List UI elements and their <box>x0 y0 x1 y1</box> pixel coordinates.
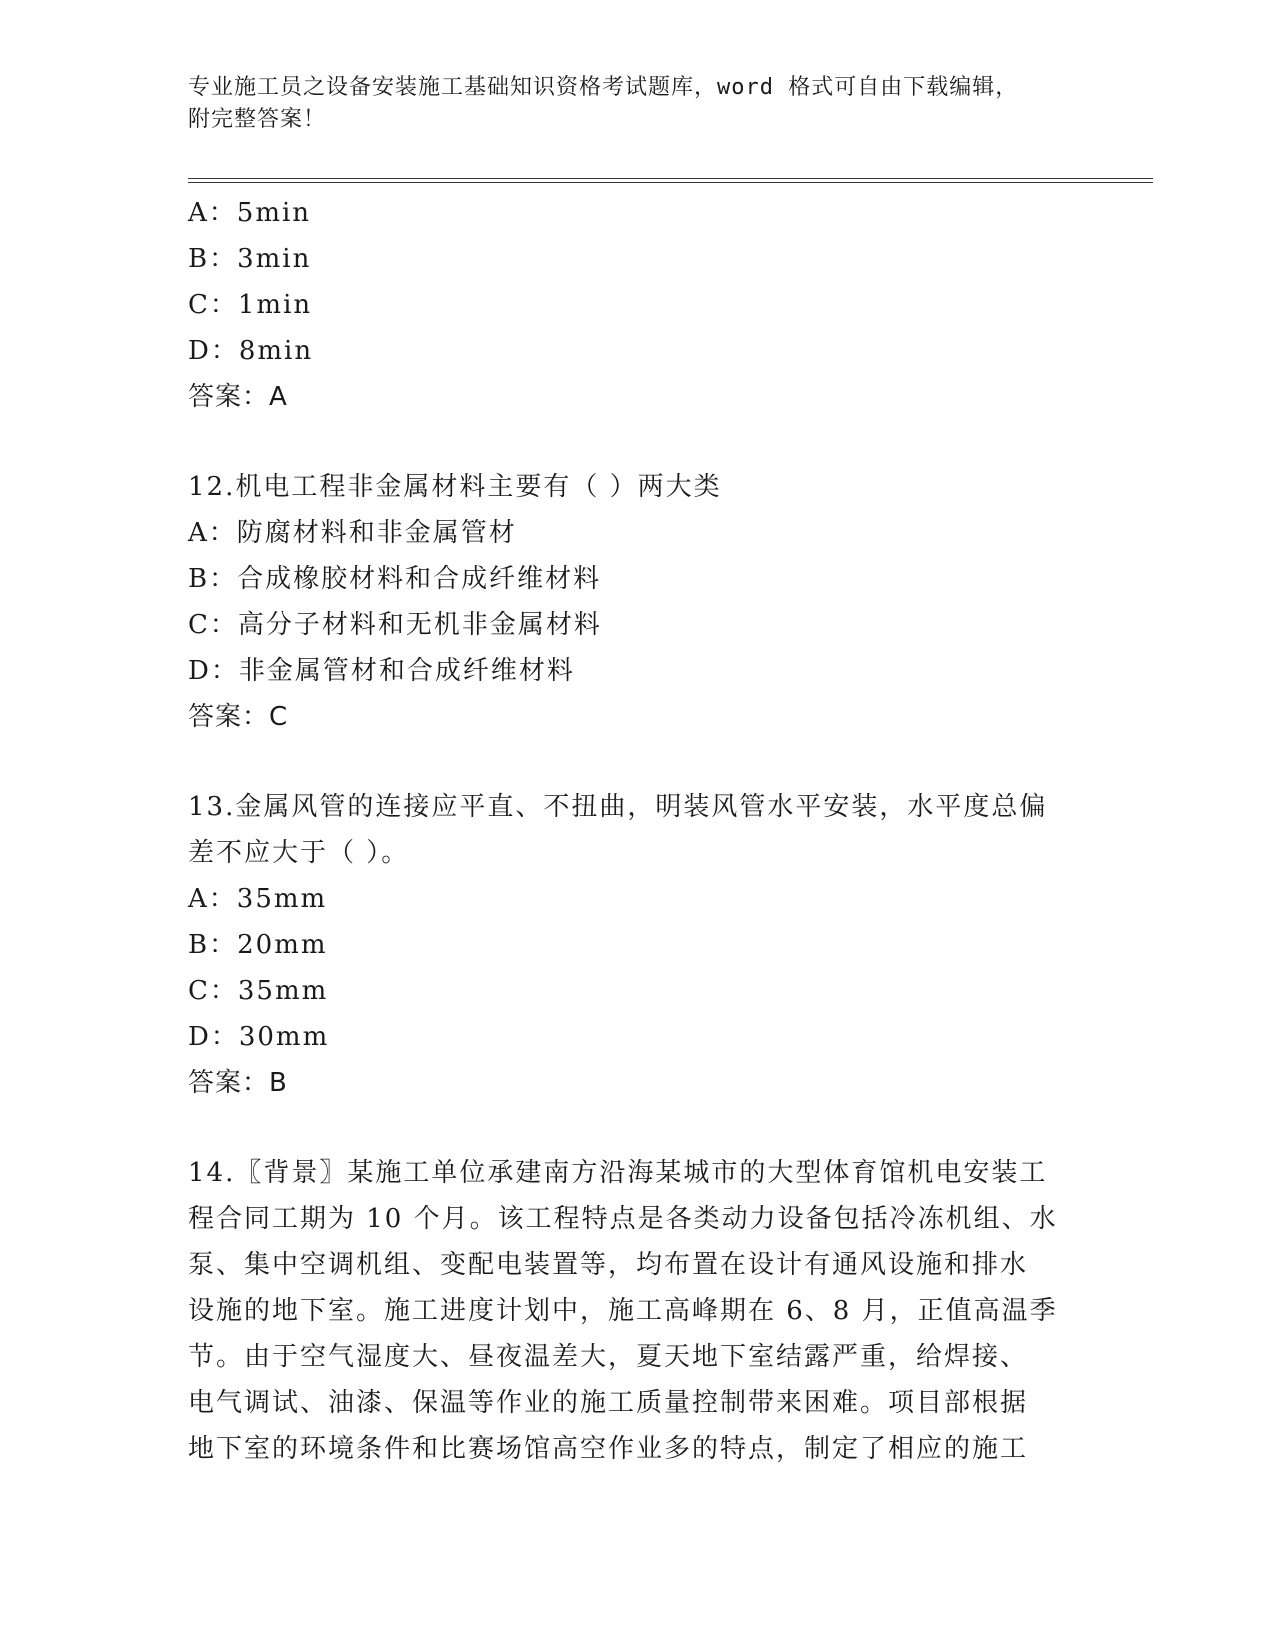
answer-line: 答案：A <box>188 382 288 412</box>
question-text-line-4: 设施的地下室。施工进度计划中，施工高峰期在 6、8 月，正值高温季 <box>188 1296 1058 1326</box>
question-stem-line-1: 13.金属风管的连接应平直、不扭曲，明装风管水平安装，水平度总偏 <box>188 792 1048 822</box>
question-11 <box>188 190 1088 420</box>
option-d: D：8min <box>188 336 314 366</box>
answer-line: 答案：C <box>188 702 289 732</box>
question-text-line-7: 地下室的环境条件和比赛场馆高空作业多的特点，制定了相应的施工 <box>188 1434 1029 1464</box>
question-text-line-5: 节。由于空气湿度大、昼夜温差大，夏天地下室结露严重，给焊接、 <box>188 1342 1029 1372</box>
question-13 <box>188 784 1088 1106</box>
question-text-line-2: 程合同工期为 10 个月。该工程特点是各类动力设备包括冷冻机组、水 <box>188 1204 1058 1234</box>
answer-line: 答案：B <box>188 1068 288 1098</box>
document-header <box>188 72 1068 136</box>
header-title-line-2: 附完整答案！ <box>188 107 327 132</box>
option-d: D：非金属管材和合成纤维材料 <box>188 656 575 686</box>
question-12 <box>188 464 1088 740</box>
option-a: A：防腐材料和非金属管材 <box>188 518 517 548</box>
option-c: C：1min <box>188 290 313 320</box>
header-divider-bottom <box>188 182 1153 183</box>
document-body <box>188 190 1088 1472</box>
option-d: D：30mm <box>188 1022 330 1052</box>
option-c: C：35mm <box>188 976 329 1006</box>
question-stem: 12.机电工程非金属材料主要有（ ）两大类 <box>188 472 722 502</box>
option-c: C：高分子材料和无机非金属材料 <box>188 610 602 640</box>
option-b: B：合成橡胶材料和合成纤维材料 <box>188 564 602 594</box>
header-divider-top <box>188 178 1153 179</box>
question-14 <box>188 1150 1088 1472</box>
option-b: B：3min <box>188 244 312 274</box>
header-title-line-1: 专业施工员之设备安装施工基础知识资格考试题库，word 格式可自由下载编辑， <box>188 75 1019 100</box>
question-text-line-3: 泵、集中空调机组、变配电装置等，均布置在设计有通风设施和排水 <box>188 1250 1029 1280</box>
question-text-line-1: 14.〖背景〗某施工单位承建南方沿海某城市的大型体育馆机电安装工 <box>188 1158 1048 1188</box>
option-b: B：20mm <box>188 930 328 960</box>
option-a: A：35mm <box>188 884 328 914</box>
option-a: A：5min <box>188 198 312 228</box>
question-stem-line-2: 差不应大于（ ）。 <box>188 838 410 868</box>
question-text-line-6: 电气调试、油漆、保温等作业的施工质量控制带来困难。项目部根据 <box>188 1388 1029 1418</box>
